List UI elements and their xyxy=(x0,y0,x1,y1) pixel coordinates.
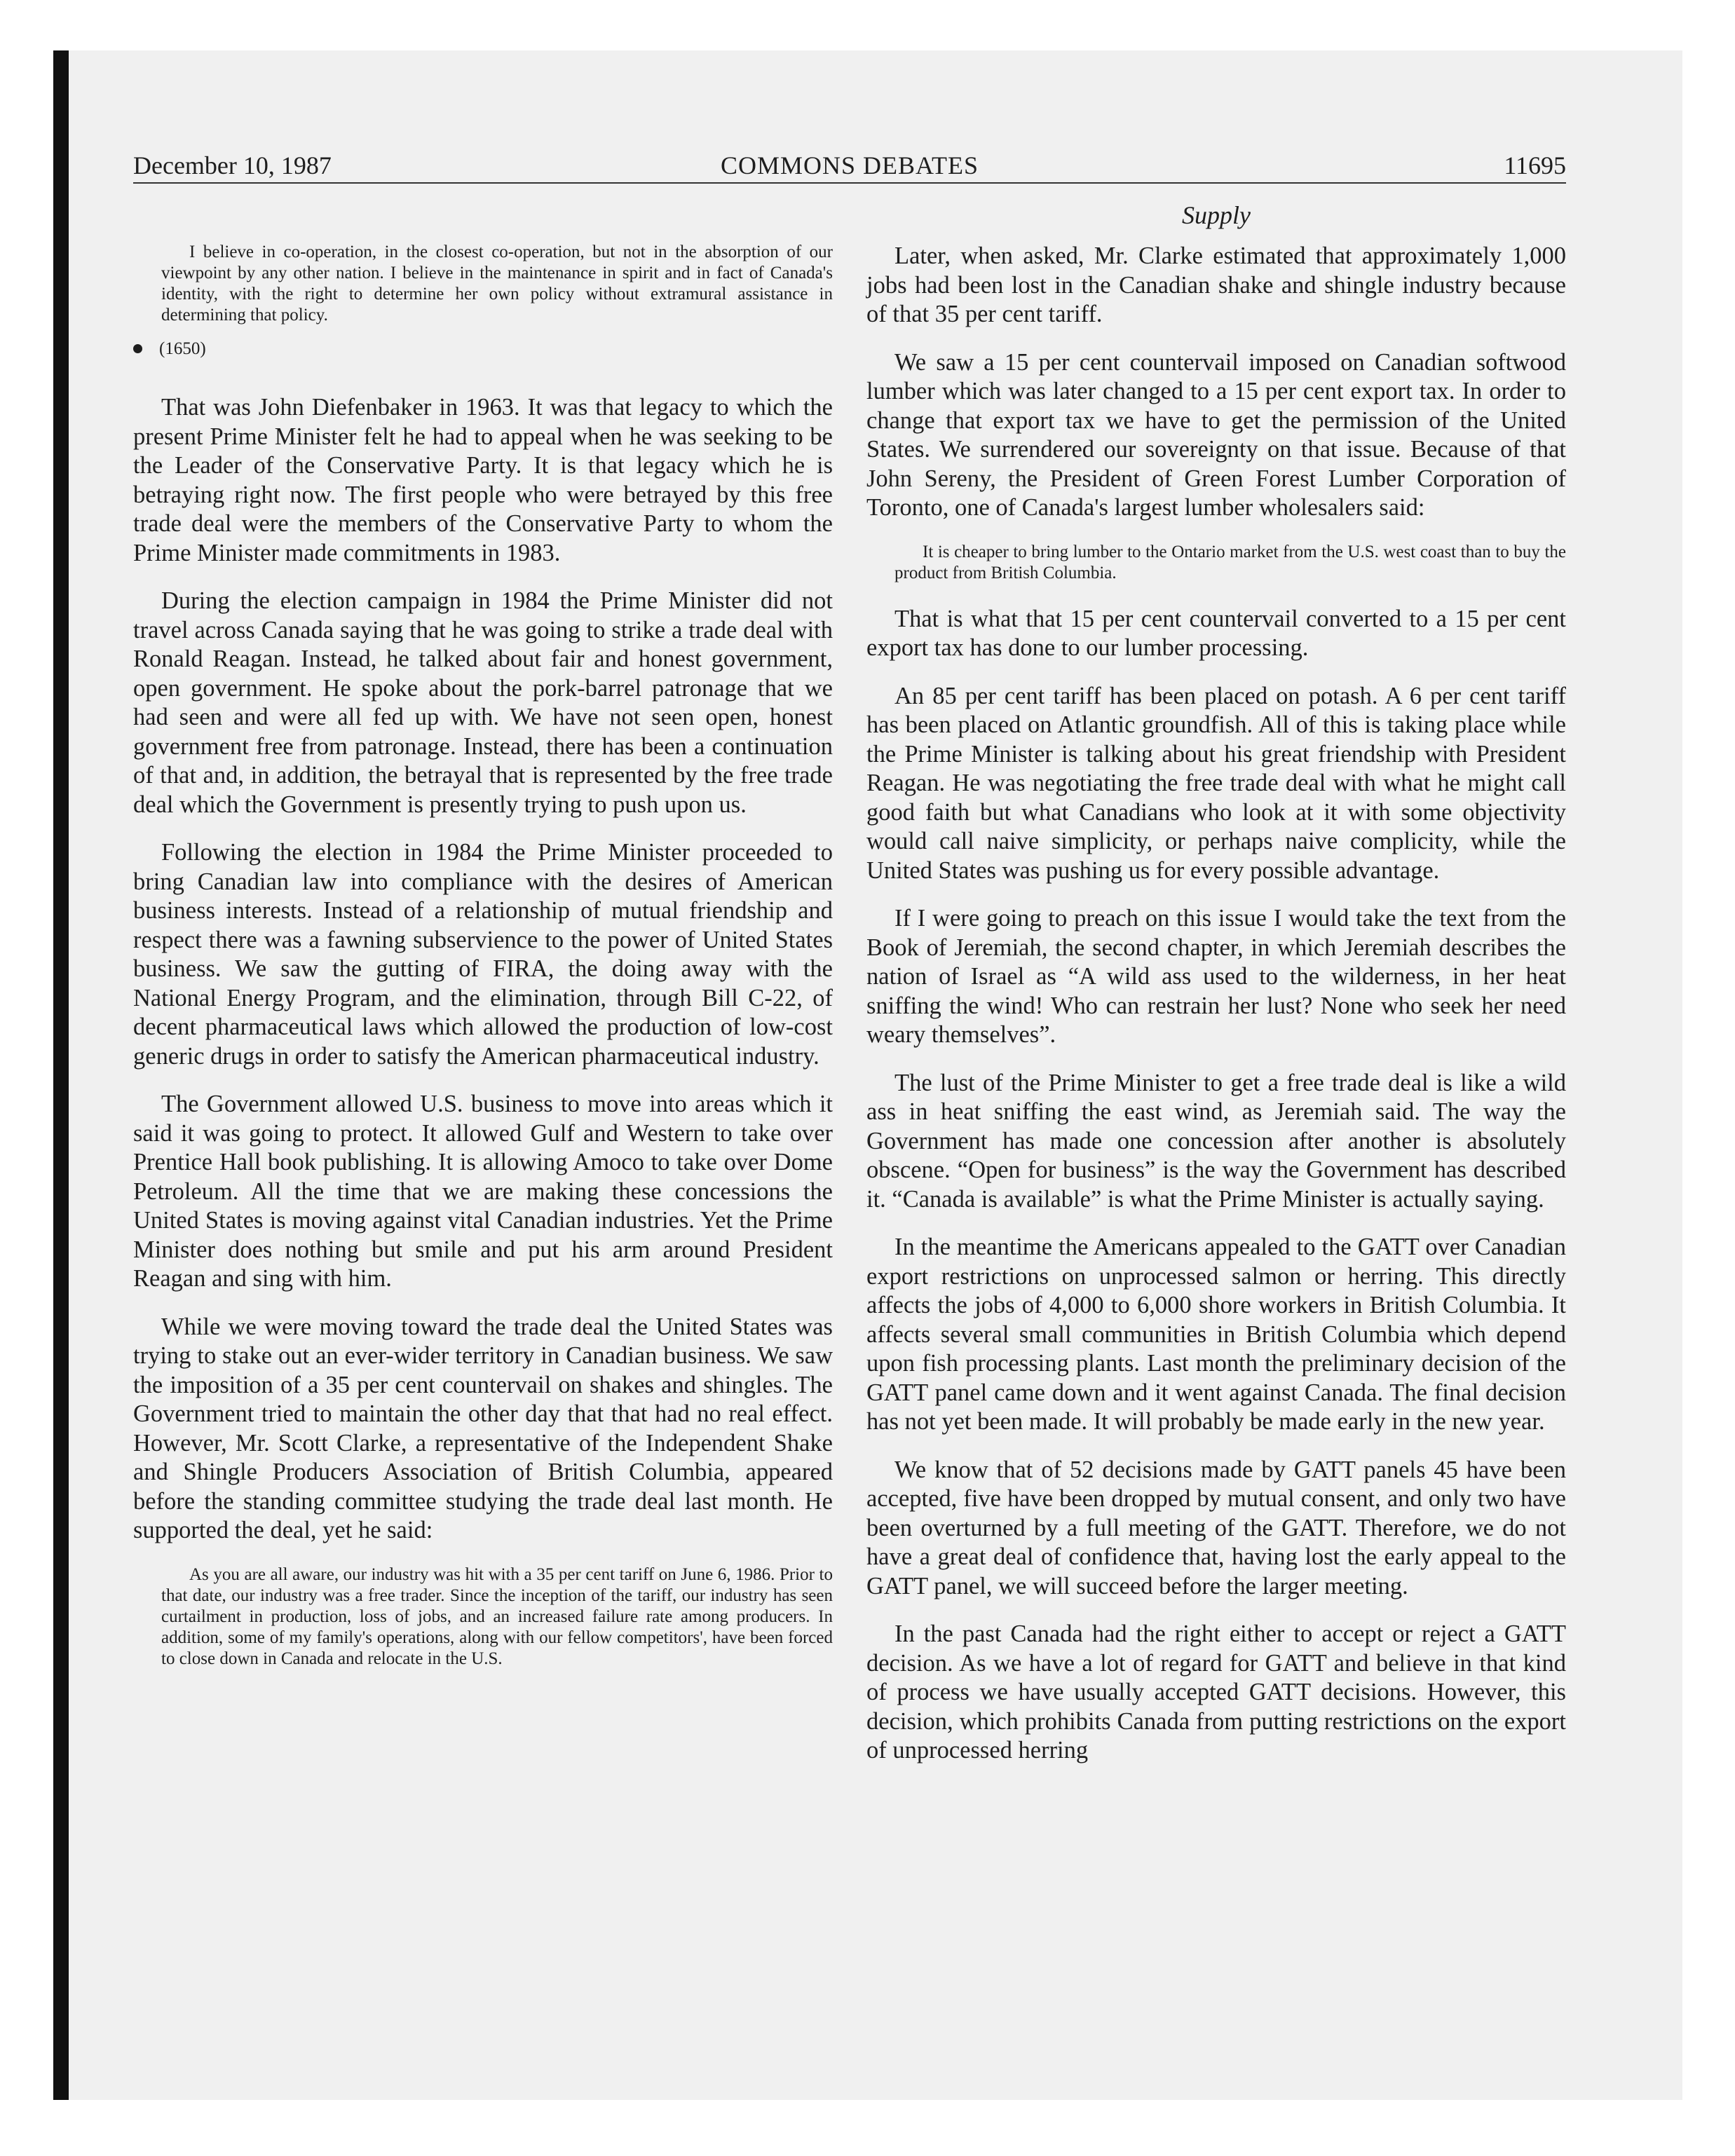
paragraph: We know that of 52 decisions made by GATT panels 45 have been accepted, five have been dropped by mutual consent, and only two have been overturned by a full meeting of the GATT. Therefore, we do not have a great deal of confidence that, having lost the early appeal to the GATT panel, we will succeed before the larger meeting. xyxy=(866,1456,1566,1599)
paragraph: Later, when asked, Mr. Clarke estimated that approximately 1,000 jobs had been lost in the Canadian shake and shingle industry because of that 35 per cent tariff. xyxy=(866,243,1566,327)
block-quote-diefenbaker: I believe in co-operation, in the closest co-operation, but not in the absorption of our viewpoint by any other nation. I believe in the maintenance in spirit and in fact of Canada's identity, with the right to determine her own policy without extramural assistance in determining that policy. xyxy=(161,243,833,325)
paragraph: We saw a 15 per cent countervail imposed on Canadian softwood lumber which was later changed to a 15 per cent export tax. In order to change that export tax we have to get the permission of the United States. We surrendered our sovereignty on that issue. Because of that John Sereny, the President of Green Forest Lumber Corporation of Toronto, one of Canada's largest lumber wholesalers said: xyxy=(866,348,1566,521)
paragraph: That was John Diefenbaker in 1963. It was that legacy to which the present Prime Minister felt he had to appeal when he was seeking to be the Leader of the Conservative Party. It is that legacy which he is betraying right now. The first people who were betrayed by this free trade deal were the members of the Conservative Party to whom the Prime Minister made commitments in 1983. xyxy=(133,394,833,566)
page-header xyxy=(133,149,1566,182)
block-quote-sereny: It is cheaper to bring lumber to the Ontario market from the U.S. west coast than to buy the product from British Columbia. xyxy=(894,542,1566,582)
paragraph: Following the election in 1984 the Prime Minister proceeded to bring Canadian law into compliance with the desires of American business interests. Instead of a relationship of mutual friendship and respect there was a fawning subservience to the power of United States business. We saw the gutting of FIRA, the doing away with the National Energy Program, and the elimination, through Bill C-22, of decent pharmaceutical laws which allowed the production of low-cost generic drugs in order to satisfy the American pharmaceutical industry. xyxy=(133,839,833,1070)
header-date: December 10, 1987 xyxy=(133,151,332,179)
left-column xyxy=(133,242,833,1691)
paragraph: In the meantime the Americans appealed to the GATT over Canadian export restrictions on unprocessed salmon or herring. This directly affects the jobs of 4,000 to 6,000 shore workers in British Columbia. It affects several small communities in British Columbia which depend upon fish processing plants. Last month the preliminary decision of the GATT panel came down and it went against Canada. The final decision has not yet been made. It will probably be made early in the new year. xyxy=(866,1234,1566,1435)
paragraph: While we were moving toward the trade deal the United States was trying to stake out an ever-wider territory in Canadian business. We saw the imposition of a 35 per cent countervail on shakes and shingles. The Government tried to maintain the other day that that had no real effect. However, Mr. Scott Clarke, a representative of the Independent Shake and Shingle Producers Association of British Columbia, appeared before the standing committee studying the trade deal last month. He supported the deal, yet he said: xyxy=(133,1313,833,1543)
block-quote-clarke: As you are all aware, our industry was hit with a 35 per cent tariff on June 6, 1986. Prior to that date, our industry was a free trader. Since the inception of the tariff, our industry has seen curtailment in production, loss of jobs, and an increased failure rate among producers. In addition, some of my family's operations, along with our fellow competitors', have been forced to close down in Canada and relocate in the U.S. xyxy=(161,1564,833,1668)
paragraph: In the past Canada had the right either to accept or reject a GATT decision. As we have a lot of regard for GATT and believe in that kind of process we have usually accepted GATT decisions. However, this decision, which prohibits Canada from putting restrictions on the export of unprocessed herring xyxy=(866,1621,1566,1763)
header-title: COMMONS DEBATES xyxy=(720,151,979,179)
time-marker xyxy=(133,339,833,360)
paragraph: During the election campaign in 1984 the Prime Minister did not travel across Canada saying that he was going to strike a trade deal with Ronald Reagan. Instead, he talked about fair and honest government, open government. He spoke about the pork-barrel patronage that we had seen and were all fed up with. We have not seen open, honest government free from patronage. Instead, there has been a continuation of that and, in addition, the betrayal that is represented by the free trade deal which the Government is presently trying to push upon us. xyxy=(133,587,833,818)
header-page-number: 11695 xyxy=(1504,151,1566,179)
paragraph: That is what that 15 per cent countervail converted to a 15 per cent export tax has done to our lumber processing. xyxy=(866,605,1566,661)
time-marker-text: (1650) xyxy=(159,339,206,358)
right-column xyxy=(866,242,1566,1785)
paragraph: An 85 per cent tariff has been placed on potash. A 6 per cent tariff has been placed on Atlantic groundfish. All of this is taking place while the Prime Minister is talking about his great friendship with President Reagan. He was negotiating the free trade deal with what he might call good faith but what Canadians who look at it with some objectivity would call naive simplicity, or perhaps naive complicity, while the United States was pushing us for every possible advantage. xyxy=(866,682,1566,884)
binding-edge xyxy=(53,50,69,2100)
bullet-dot-icon xyxy=(133,344,142,353)
paragraph: If I were going to preach on this issue I would take the text from the Book of Jeremiah, the second chapter, in which Jeremiah describes the nation of Israel as “A wild ass used to the wilderness, in her heat sniffing the wind! Who can restrain her lust? None who seek her need weary themselves”. xyxy=(866,905,1566,1048)
paragraph: The Government allowed U.S. business to move into areas which it said it was going to protect. It allowed Gulf and Western to take over Prentice Hall book publishing. It is allowing Amoco to take over Dome Petroleum. All the time that we are making these concessions the United States is moving against vital Canadian industries. Yet the Prime Minister does nothing but smile and put his arm around President Reagan and sing with him. xyxy=(133,1091,833,1292)
header-rule xyxy=(133,182,1566,184)
paragraph: The lust of the Prime Minister to get a free trade deal is like a wild ass in heat sniffing the east wind, as Jeremiah said. The way the Government has made one concession after another is absolutely obscene. “Open for business” is the way the Government has described it. “Canada is available” is what the Prime Minister is actually saying. xyxy=(866,1069,1566,1213)
section-label: Supply xyxy=(1182,201,1251,229)
